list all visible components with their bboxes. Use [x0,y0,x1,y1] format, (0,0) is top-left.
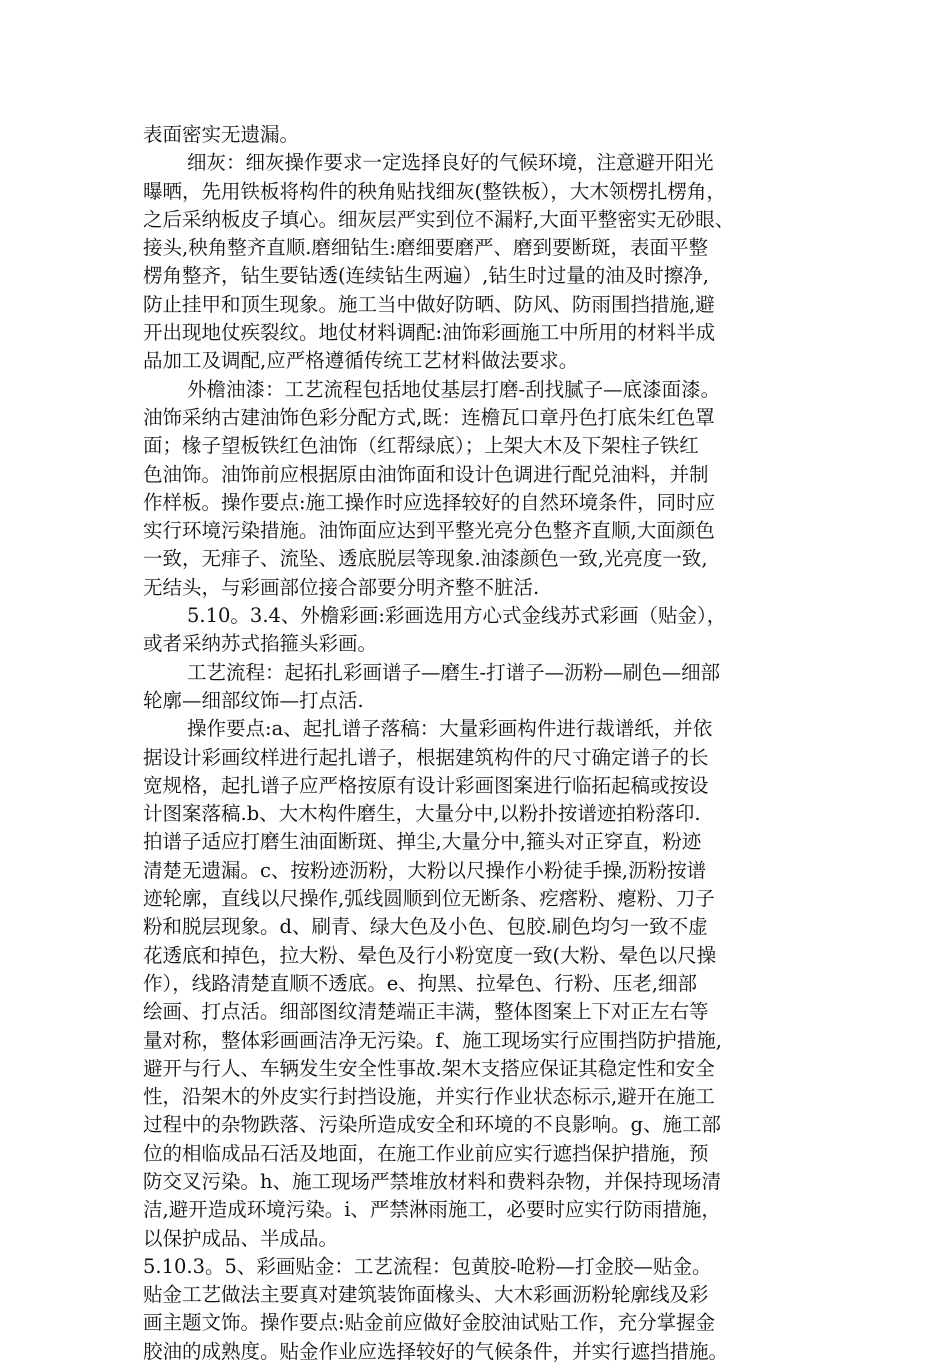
text-line: 作），线路清楚直顺不透底。e、拘黑、拉晕色、行粉、压老,细部 [143,971,697,995]
text-line: 防止挂甲和顶生现象。施工当中做好防晒、防风、防雨围挡措施,避 [143,292,715,316]
text-line: 宽规格，起扎谱子应严格按原有设计彩画图案进行临拓起稿或按设 [143,773,709,797]
text-line: 性，沿架木的外皮实行封挡设施，并实行作业状态标示,避开在施工 [143,1085,715,1109]
text-line: 色油饰。油饰前应根据原由油饰面和设计色调进行配兑油料，并制 [143,462,709,486]
text-line: 外檐油漆：工艺流程包括地仗基层打磨-刮找腻子—底漆面漆。 [187,377,721,401]
text-line: 拍谱子适应打磨生油面断斑、掸尘,大量分中,箍头对正穿直，粉迹 [143,830,702,854]
text-line: 一致，无痱子、流坠、透底脱层等现象.油漆颜色一致,光亮度一致, [143,547,708,571]
text-line: 曝晒，先用铁板将构件的秧角贴找细灰(整铁板），大木领楞扎楞角， [143,179,726,203]
text-line: 油饰采纳古建油饰色彩分配方式,既：连檐瓦口章丹色打底朱红色罩 [143,405,715,429]
text-line: 5.10.3。5、彩画贴金：工艺流程：包黄胶-呛粉—打金胶—贴金。 [143,1254,712,1278]
text-line: 之后采纳板皮子填心。细灰层严实到位不漏籽,大面平整密实无砂眼、 [143,207,735,231]
text-line: 工艺流程：起拓扎彩画谱子—磨生-打谱子—沥粉—刷色—细部 [187,660,721,684]
text-line: 迹轮廓，直线以尺操作,弧线圆顺到位无断条、疙瘩粉、瘪粉、刀子 [143,887,715,911]
text-line: 面；椽子望板铁红色油饰（红帮绿底）；上架大木及下架柱子铁红 [143,434,699,458]
text-line: 量对称，整体彩画画洁净无污染。f、施工现场实行应围挡防护措施, [143,1028,722,1052]
text-line: 轮廓—细部纹饰—打点活. [143,688,364,712]
text-line: 据设计彩画纹样进行起扎谱子，根据建筑构件的尺寸确定谱子的长 [143,745,709,769]
text-line: 无结头，与彩画部位接合部要分明齐整不脏活. [143,575,540,599]
text-line: 操作要点:a、起扎谱子落稿：大量彩画构件进行裁谱纸，并依 [187,717,713,741]
text-line: 作样板。操作要点:施工操作时应选择较好的自然环境条件，同时应 [143,490,716,514]
text-line: 楞角整齐，钻生要钻透(连续钻生两遍）,钻生时过量的油及时擦净, [143,264,710,288]
text-line: 开出现地仗疾裂纹。地仗材料调配:油饰彩画施工中所用的材料半成 [143,321,716,345]
text-line: 画主题文饰。操作要点:贴金前应做好金胶油试贴工作，充分掌握金 [143,1311,716,1335]
document-body [143,121,823,1366]
text-line: 胶油的成熟度。贴金作业应选择较好的气候条件，并实行遮挡措施。 [143,1339,729,1363]
text-line: 洁,避开造成环境污染。i、严禁淋雨施工，必要时应实行防雨措施， [143,1198,721,1222]
text-line: 或者采纳苏式掐箍头彩画。 [143,632,378,656]
text-line: 花透底和掉色，拉大粉、晕色及行小粉宽度一致(大粉、晕色以尺操 [143,943,717,967]
text-line: 粉和脱层现象。d、刷青、绿大色及小色、包胶.刷色均匀一致不虚 [143,915,708,939]
text-line: 避开与行人、车辆发生安全性事故.架木支搭应保证其稳定性和安全 [143,1056,715,1080]
text-line: 计图案落稿.b、大木构件磨生，大量分中,以粉扑按谱迹拍粉落印. [143,802,701,826]
text-line: 清楚无遗漏。c、按粉迹沥粉，大粉以尺操作小粉徒手操,沥粉按谱 [143,858,707,882]
text-line: 贴金工艺做法主要真对建筑装饰面椽头、大木彩画沥粉轮廓线及彩 [143,1283,709,1307]
text-line: 绘画、打点活。细部图纹清楚端正丰满，整体图案上下对正左右等 [143,1000,709,1024]
text-line: 表面密实无遗漏。 [143,123,300,146]
text-line: 品加工及调配,应严格遵循传统工艺材料做法要求。 [143,349,579,373]
text-line: 过程中的杂物跌落、污染所造成安全和环境的不良影响。g、施工部 [143,1113,721,1137]
text-line: 以保护成品、半成品。 [143,1226,339,1250]
text-line: 防交叉污染。h、施工现场严禁堆放材料和费料杂物，并保持现场清 [143,1169,722,1193]
text-line: 细灰：细灰操作要求一定选择良好的气候环境，注意避开阳光 [187,151,714,175]
text-line: 位的相临成品石活及地面，在施工作业前应实行遮挡保护措施，预 [143,1141,709,1165]
text-line: 接头,秧角整齐直顺.磨细钻生:磨细要磨严、磨到要断斑，表面平整 [143,236,708,260]
text-line: 5.10。3.4、外檐彩画:彩画选用方心式金线苏式彩画（贴金）， [187,604,727,628]
text-line: 实行环境污染措施。油饰面应达到平整光亮分色整齐直顺,大面颜色 [143,519,715,543]
